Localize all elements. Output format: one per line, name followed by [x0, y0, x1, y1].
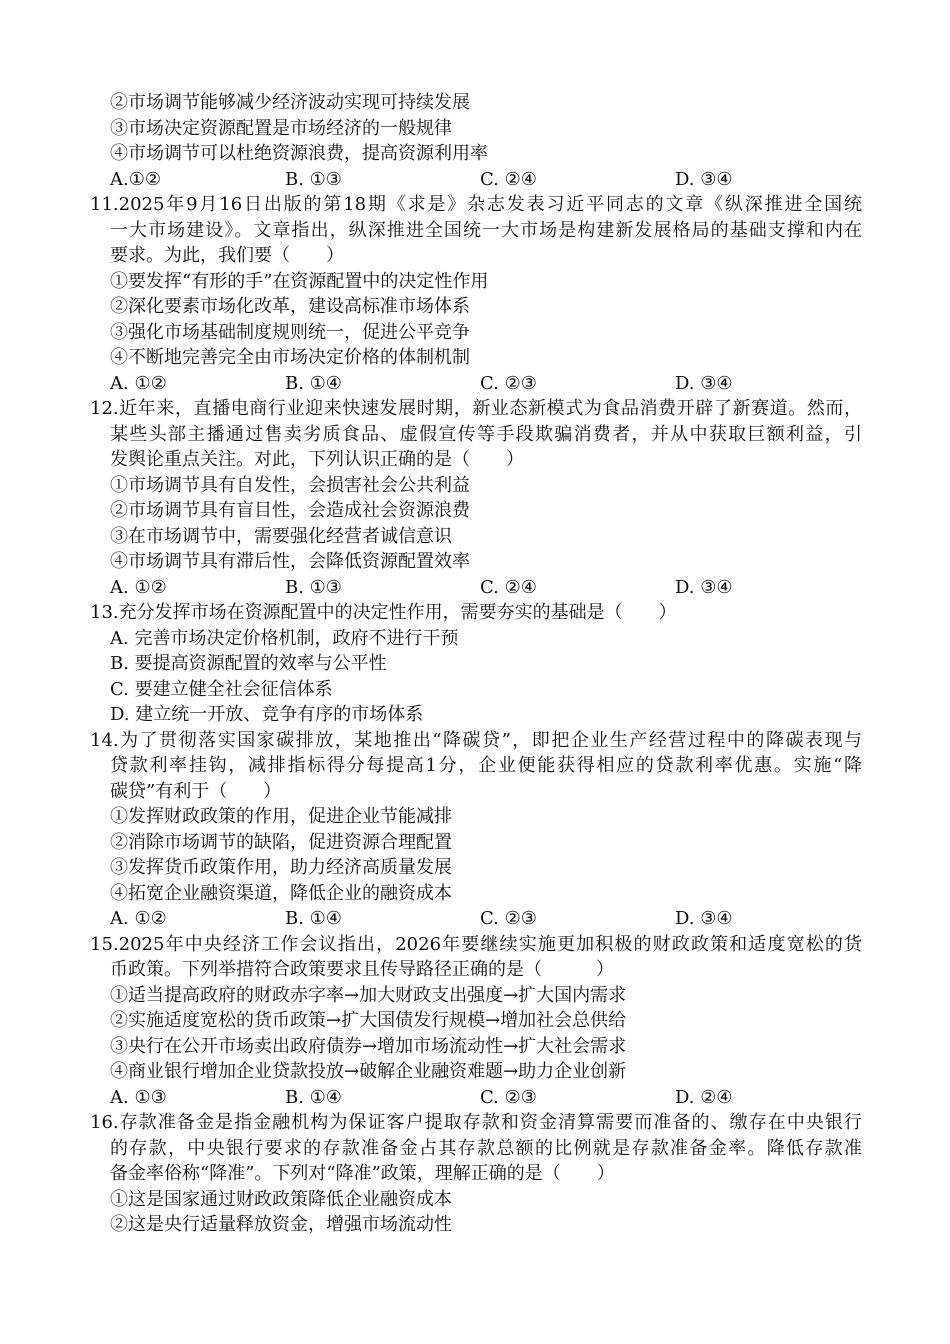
answer-choices-row	[0, 906, 950, 932]
question-number: 12.	[90, 398, 119, 420]
question-number: 16.	[90, 1112, 119, 1134]
answer-choice: D. ②④	[675, 1086, 733, 1108]
statement: ①要发挥“有形的手”在资源配置中的决定性作用	[110, 270, 489, 292]
answer-choices-row	[0, 1085, 950, 1111]
answer-choice: A. ①②	[110, 372, 167, 394]
statement: ③强化市场基础制度规则统一，促进公平竞争	[110, 321, 470, 343]
question-stem-text: 存款准备金是指金融机构为保证客户提取存款和资金清算需要而准备的、缴存在中央银行	[118, 1112, 862, 1134]
answer-choices-row	[0, 371, 950, 397]
answer-choice: B. ①③	[285, 168, 342, 190]
statement: ③市场决定资源配置是市场经济的一般规律	[110, 117, 452, 139]
statement: D. 建立统一开放、竞争有序的市场体系	[110, 704, 424, 726]
question-stem-text: 为了贯彻落实国家碳排放，某地推出“降碳贷”，即把企业生产经营过程中的降碳表现与	[118, 729, 862, 751]
question-stem-line: 碳贷”有利于（ ）	[110, 780, 282, 802]
answer-choice: C. ②③	[480, 372, 537, 394]
question-stem-line: 一大市场建设》。文章指出，纵深推进全国统一大市场是构建新发展格局的基础支撑和内在	[110, 219, 862, 241]
question-stem-text: 近年来，直播电商行业迎来快速发展时期，新业态新模式为食品消费开辟了新赛道。然而，	[118, 398, 862, 420]
question-stem-line	[90, 932, 862, 958]
statement: ④不断地完善完全由市场决定价格的体制机制	[110, 347, 470, 369]
statement: ④商业银行增加企业贷款投放→破解企业融资难题→助力企业创新	[110, 1061, 627, 1083]
answer-choice: A.①②	[110, 168, 161, 190]
answer-choice: B. ①④	[285, 1086, 342, 1108]
question-stem-text: 2025年中央经济工作会议指出，2026年要继续实施更加积极的财政政策和适度宽松的货	[118, 933, 862, 955]
question-number: 14.	[90, 729, 119, 751]
answer-choices-row	[0, 575, 950, 601]
statement: ②市场调节能够减少经济波动实现可持续发展	[110, 92, 470, 114]
statement: ①这是国家通过财政政策降低企业融资成本	[110, 1188, 452, 1210]
statement: ④市场调节具有滞后性，会降低资源配置效率	[110, 551, 470, 573]
statement: A. 完善市场决定价格机制，政府不进行干预	[110, 627, 459, 649]
statement: ③在市场调节中，需要强化经营者诚信意识	[110, 525, 452, 547]
answer-choice: D. ③④	[675, 908, 733, 930]
question-stem-line: 备金率俗称“降准”。下列对“降准”政策，理解正确的是（ ）	[110, 1163, 615, 1185]
question-stem-line	[90, 192, 862, 218]
statement: ②实施适度宽松的货币政策→扩大国债发行规模→增加社会总供给	[110, 1010, 627, 1032]
statement: ④拓宽企业融资渠道，降低企业的融资成本	[110, 882, 452, 904]
answer-choice: C. ②④	[480, 168, 537, 190]
question-stem-line	[90, 600, 862, 626]
answer-choice: D. ③④	[675, 168, 733, 190]
answer-choices-row	[0, 167, 950, 193]
answer-choice: A. ①③	[110, 1086, 167, 1108]
answer-choice: B. ①④	[285, 908, 342, 930]
answer-choice: B. ①④	[285, 372, 342, 394]
statement: ②市场调节具有盲目性，会造成社会资源浪费	[110, 500, 470, 522]
statement: B. 要提高资源配置的效率与公平性	[110, 653, 387, 675]
question-number: 15.	[90, 933, 119, 955]
answer-choice: D. ③④	[675, 576, 733, 598]
answer-choice: A. ①②	[110, 576, 167, 598]
question-stem-line: 的存款，中央银行要求的存款准备金占其存款总额的比例就是存款准备金率。降低存款准	[110, 1137, 862, 1159]
statement: ①市场调节具有自发性，会损害社会公共利益	[110, 474, 470, 496]
question-number: 11.	[90, 194, 119, 216]
question-stem-text: 充分发挥市场在资源配置中的决定性作用，需要夯实的基础是（ ）	[118, 602, 677, 624]
question-stem-line: 发舆论重点关注。对此，下列认识正确的是（ ）	[110, 449, 524, 471]
answer-choice: C. ②③	[480, 1086, 537, 1108]
question-stem-line	[90, 396, 862, 422]
question-stem-line	[90, 1110, 862, 1136]
statement: ②这是央行适量释放资金，增强市场流动性	[110, 1214, 452, 1236]
question-stem-line: 币政策。下列举措符合政策要求且传导路径正确的是（ ）	[110, 959, 614, 981]
question-stem-line: 某些头部主播通过售卖劣质食品、虚假宣传等手段欺骗消费者，并从中获取巨额利益，引	[110, 423, 862, 445]
statement: C. 要建立健全社会征信体系	[110, 678, 333, 700]
answer-choice: A. ①②	[110, 908, 167, 930]
statement: ③发挥货币政策作用，助力经济高质量发展	[110, 857, 452, 879]
answer-choice: D. ③④	[675, 372, 733, 394]
answer-choice: C. ②③	[480, 908, 537, 930]
statement: ②深化要素市场化改革，建设高标准市场体系	[110, 296, 470, 318]
statement: ①发挥财政政策的作用，促进企业节能减排	[110, 806, 452, 828]
statement: ③央行在公开市场卖出政府债券→增加市场流动性→扩大社会需求	[110, 1035, 627, 1057]
statement: ④市场调节可以杜绝资源浪费，提高资源利用率	[110, 143, 488, 165]
question-stem-text: 2025年9月16日出版的第18期《求是》杂志发表习近平同志的文章《纵深推进全国统	[118, 194, 862, 216]
question-stem-line: 要求。为此，我们要（ ）	[110, 245, 344, 267]
question-stem-line: 贷款利率挂钩，减排指标得分每提高1分，企业便能获得相应的贷款利率优惠。实施“降	[110, 755, 862, 777]
statement: ②消除市场调节的缺陷，促进资源合理配置	[110, 831, 452, 853]
answer-choice: C. ②④	[480, 576, 537, 598]
question-stem-line	[90, 728, 862, 754]
question-number: 13.	[90, 602, 119, 624]
statement: ①适当提高政府的财政赤字率→加大财政支出强度→扩大国内需求	[110, 984, 627, 1006]
answer-choice: B. ①③	[285, 576, 342, 598]
